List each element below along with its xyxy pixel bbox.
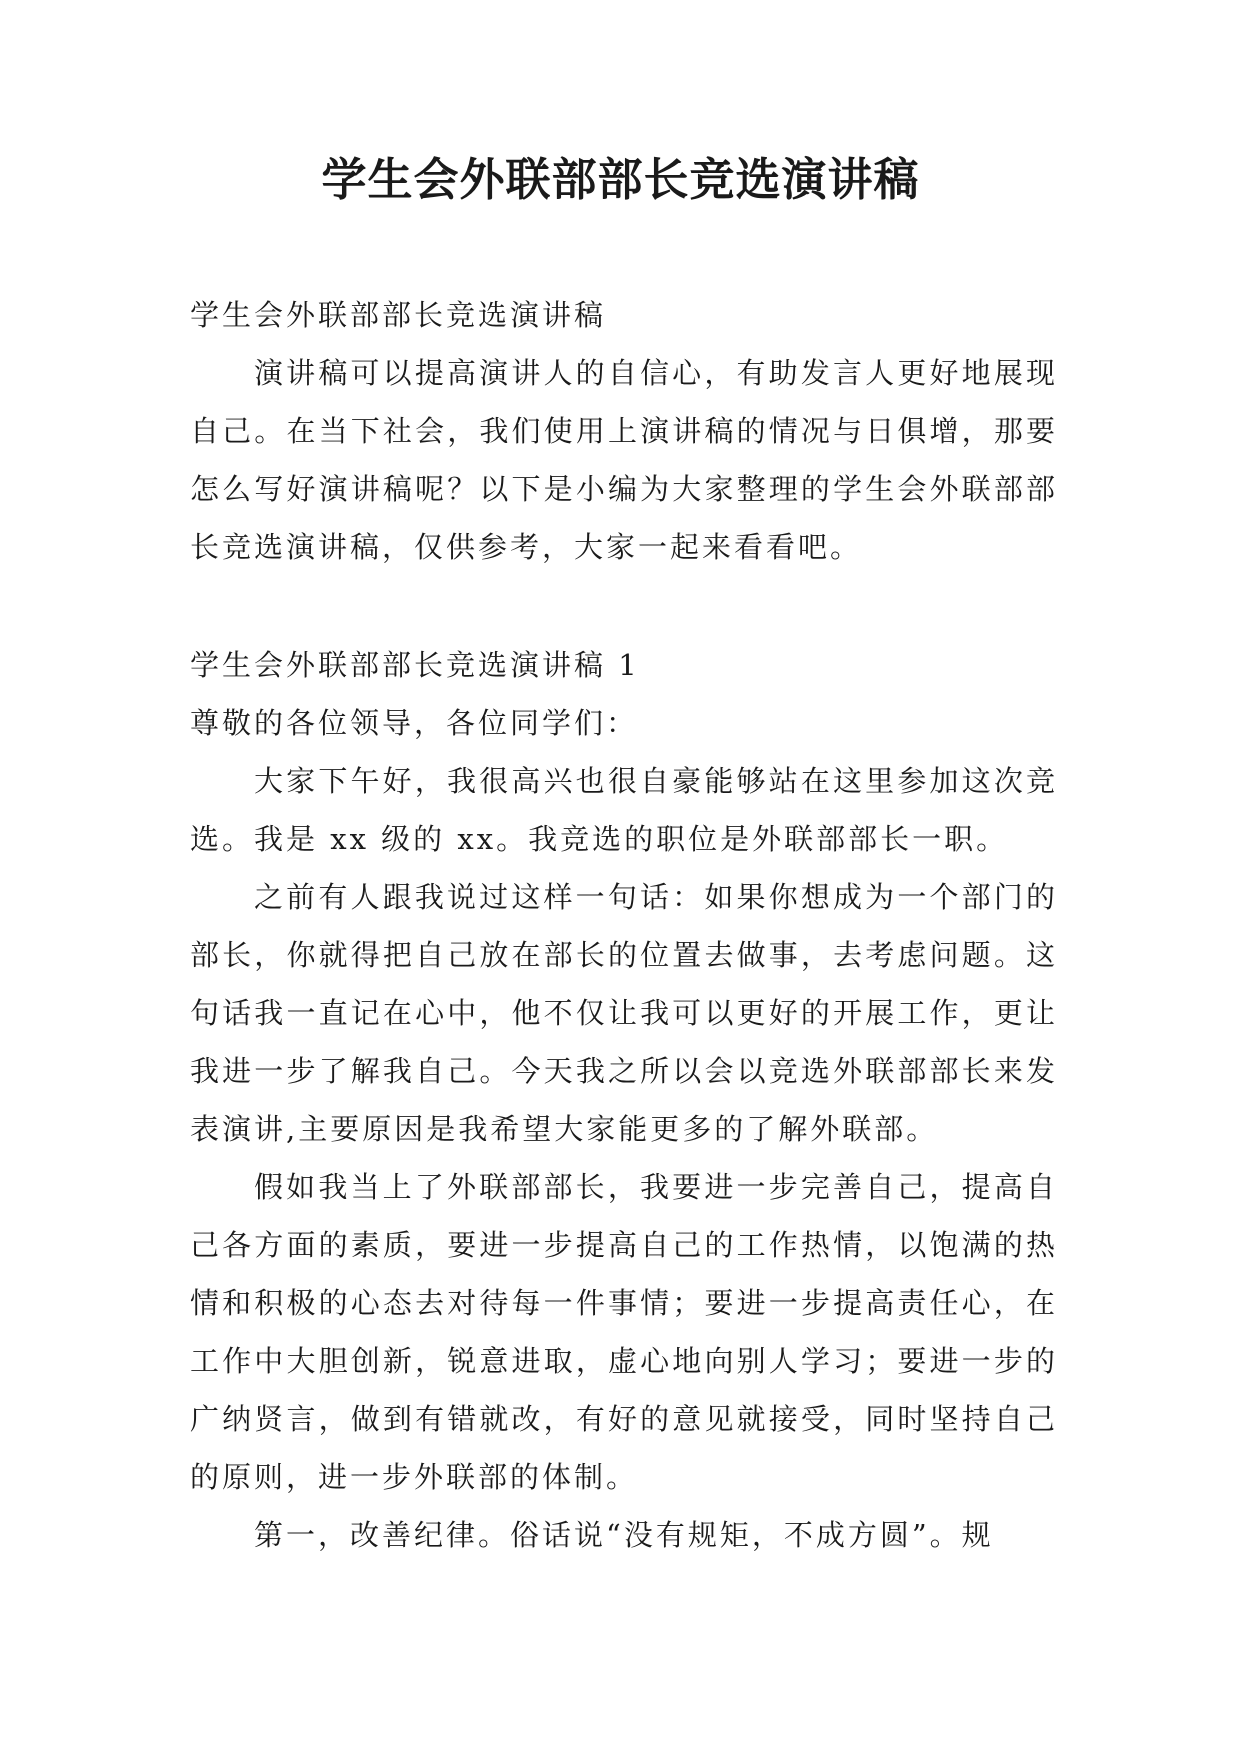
- intro-paragraph: 演讲稿可以提高演讲人的自信心，有助发言人更好地展现自己。在当下社会，我们使用上演讲稿的情况与日俱增，那要怎么写好演讲稿呢？以下是小编为大家整理的学生会外联部部长竞选演讲稿，仅供参考，大家一起来看看吧。: [190, 356, 1058, 564]
- document-subtitle: 学生会外联部部长竞选演讲稿: [190, 298, 607, 332]
- document-body: [190, 286, 1058, 1564]
- body-paragraph: 之前有人跟我说过这样一句话：如果你想成为一个部门的部长，你就得把自己放在部长的位置去做事，去考虑问题。这句话我一直记在心中，他不仅让我可以更好的开展工作，更让我进一步了解我自己。今天我之所以会以竞选外联部部长来发表演讲,主要原因是我希望大家能更多的了解外联部。: [190, 880, 1058, 1146]
- body-paragraph: 假如我当上了外联部部长，我要进一步完善自己，提高自己各方面的素质，要进一步提高自己的工作热情，以饱满的热情和积极的心态去对待每一件事情；要进一步提高责任心，在工作中大胆创新，锐意进取，虚心地向别人学习；要进一步的广纳贤言，做到有错就改，有好的意见就接受，同时坚持自己的原则，进一步外联部的体制。: [190, 1170, 1058, 1494]
- salutation: 尊敬的各位领导，各位同学们：: [190, 706, 639, 740]
- section-heading: 学生会外联部部长竞选演讲稿 1: [190, 648, 640, 682]
- body-paragraph: 大家下午好，我很高兴也很自豪能够站在这里参加这次竞选。我是 xx 级的 xx。我竞选的职位是外联部部长一职。: [190, 764, 1058, 856]
- body-paragraph: 第一，改善纪律。俗话说“没有规矩，不成方圆”。规: [254, 1518, 994, 1552]
- document-title: 学生会外联部部长竞选演讲稿: [321, 153, 920, 206]
